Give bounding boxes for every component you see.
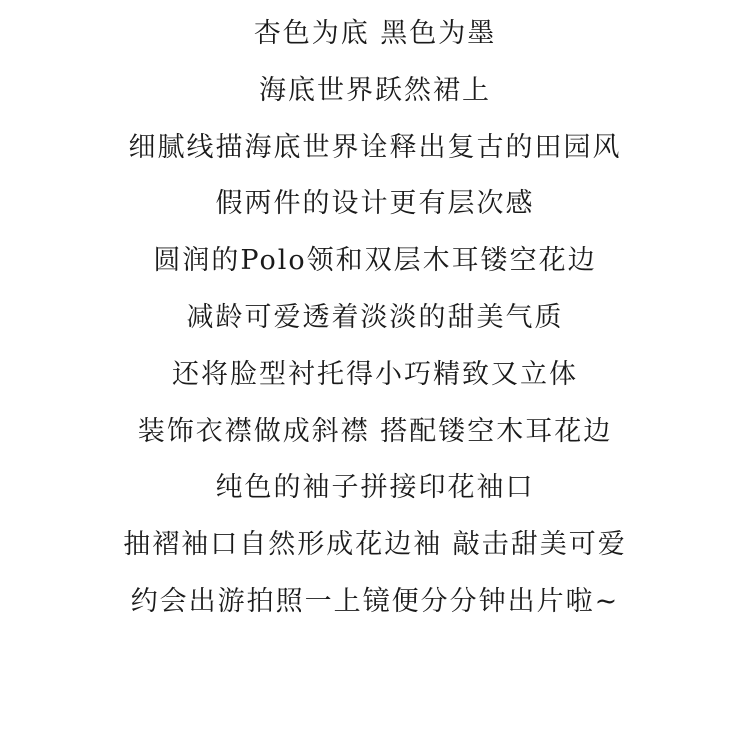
text-line-5: 圆润的Polo领和双层木耳镂空花边	[153, 245, 597, 277]
text-line-11: 约会出游拍照一上镜便分分钟出片啦~	[130, 585, 620, 617]
text-line-9: 纯色的袖子拼接印花袖口	[215, 472, 535, 504]
text-line-8: 装饰衣襟做成斜襟 搭配镂空木耳花边	[137, 415, 613, 447]
text-line-7: 还将脸型衬托得小巧精致又立体	[172, 358, 578, 390]
text-line-1: 杏色为底 黑色为墨	[253, 18, 497, 49]
text-line-2: 海底世界跃然裙上	[259, 74, 491, 106]
text-line-6: 减龄可爱透着淡淡的甜美气质	[186, 301, 564, 333]
text-line-10: 抽褶袖口自然形成花边袖 敲击甜美可爱	[123, 529, 627, 561]
product-description-text	[0, 6, 750, 631]
text-line-3: 细腻线描海底世界诠释出复古的田园风	[128, 131, 622, 163]
text-line-4: 假两件的设计更有层次感	[215, 188, 535, 220]
